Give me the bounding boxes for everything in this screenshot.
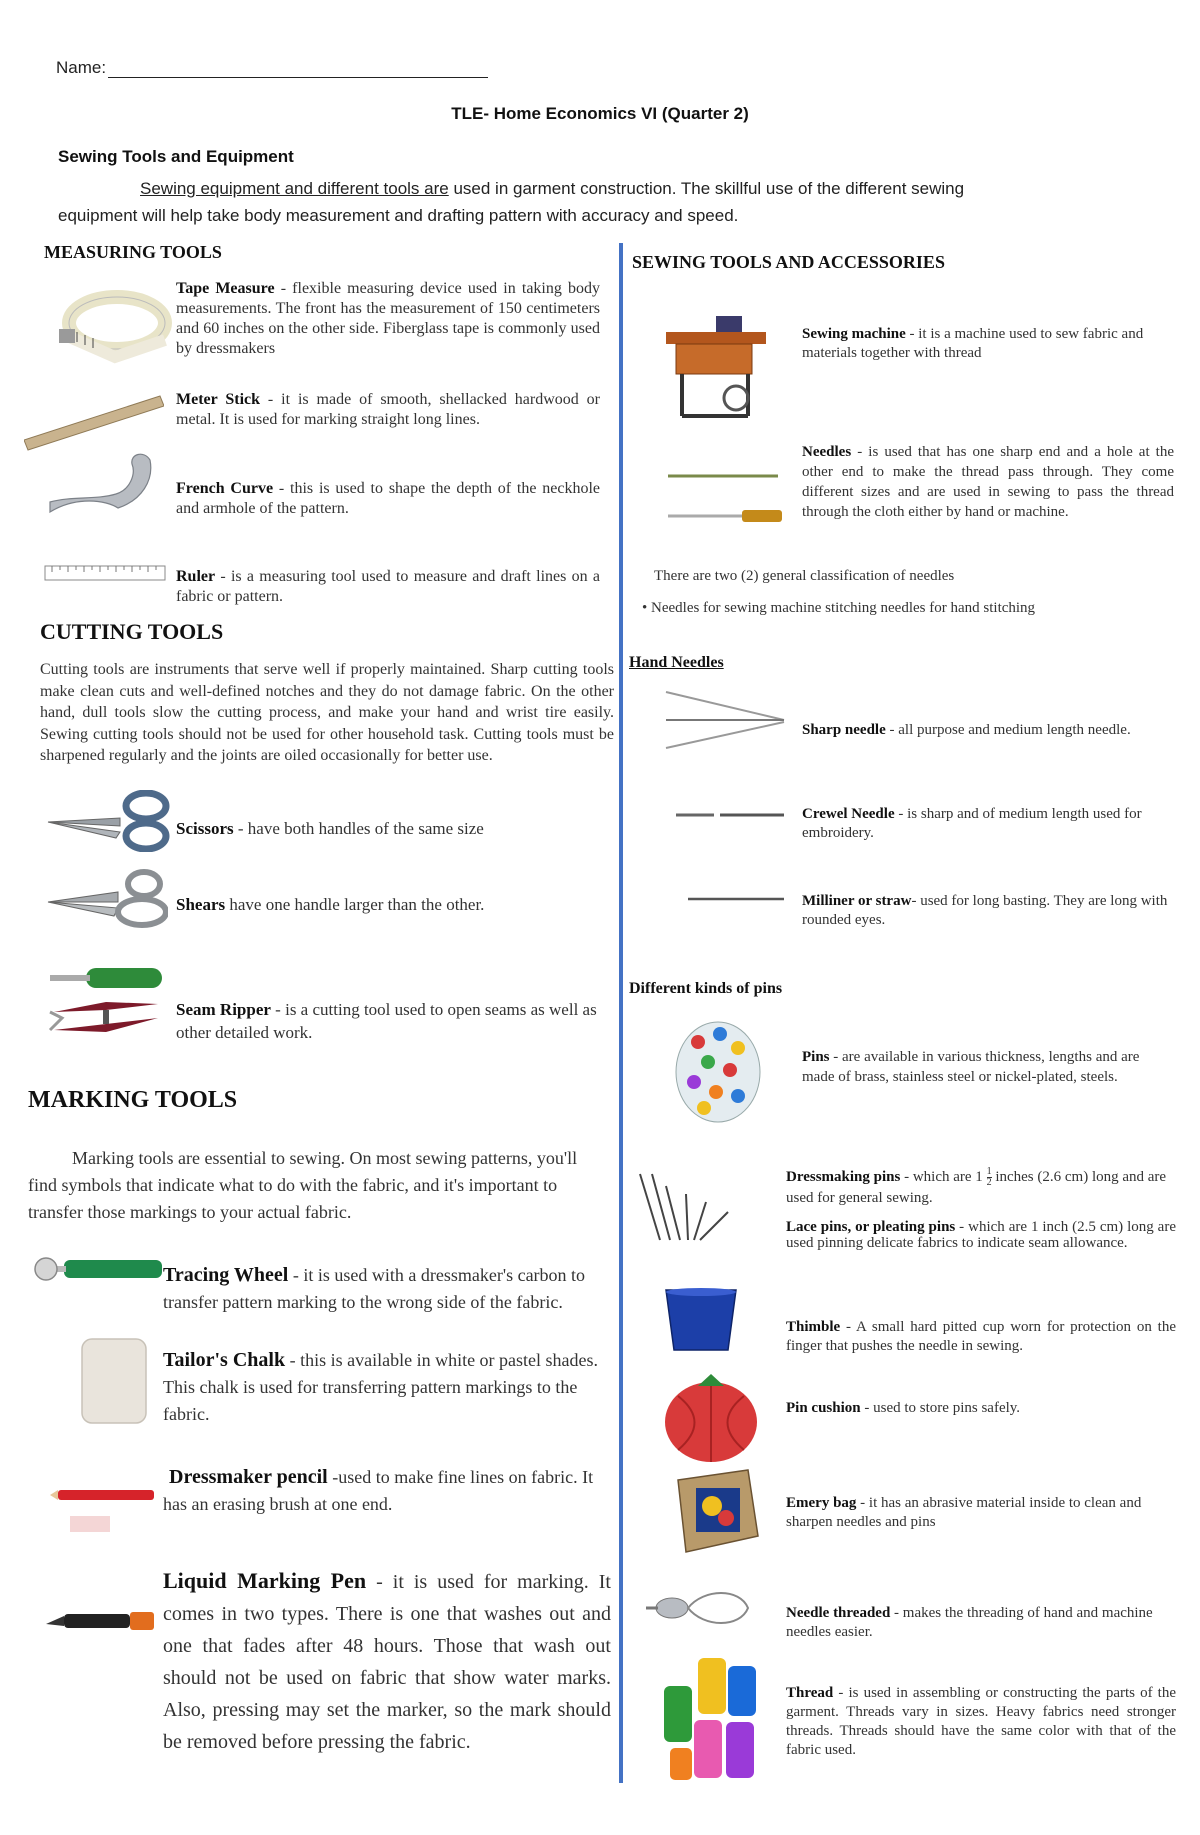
meter-stick-desc: it is made of smooth, shellacked hardwood or metal. It is used for marking straight long lines.: [176, 391, 600, 428]
french-curve-desc: this is used to shape the depth of the neckhole and armhole of the pattern.: [176, 480, 601, 517]
seam-ripper-image: [46, 966, 166, 1066]
marking-intro: Marking tools are essential to sewing. On most sewing patterns, you'll find symbols that indicate what to do with the fabric, and it's important to transfer those markings to your actual fabric.: [28, 1148, 578, 1222]
needle-threaded-entry: [786, 1604, 1176, 1642]
name-field: [56, 58, 488, 78]
pin-cushion-image: [658, 1366, 764, 1466]
hand-needles-heading: Hand Needles: [629, 654, 724, 671]
dressmaker-pencil-sep: -: [327, 1467, 339, 1487]
ruler-name: Ruler: [176, 568, 216, 585]
french-curve-sep: -: [273, 480, 291, 497]
seam-ripper-name: Seam Ripper: [176, 1000, 271, 1019]
thimble-name: Thimble: [786, 1319, 841, 1335]
milliner-needle-name: Milliner or straw: [802, 893, 912, 909]
shears-image: [46, 868, 168, 928]
tape-measure-name: Tape Measure: [176, 280, 275, 297]
fraction-denominator: 2: [986, 1177, 992, 1189]
tracing-wheel-sep: -: [288, 1265, 304, 1285]
sharp-needle-entry: [802, 720, 1131, 740]
lace-pins-desc: - which are 1 inch (2.5 cm) long are used pinning delicate fabrics to indicate seam allowance.: [786, 1219, 1176, 1251]
intro-paragraph: [58, 175, 1148, 229]
dressmaking-pins-image: [636, 1166, 742, 1246]
page-title: TLE- Home Economics VI (Quarter 2): [451, 104, 749, 123]
dressmaker-pencil-image: [50, 1486, 160, 1534]
french-curve-name: French Curve: [176, 480, 274, 497]
needles-desc: is used that has one sharp end and a hole at the other end to make the thread pass through. They come different sizes and are used in sewing to pass the thread through the cloth either by hand or machine.: [802, 444, 1175, 520]
tracing-wheel-entry: [163, 1262, 600, 1316]
thimble-entry: [786, 1318, 1176, 1356]
tape-measure-image: [55, 285, 173, 365]
liquid-marking-pen-image: [44, 1604, 156, 1644]
milliner-needle-sep: -: [911, 893, 921, 909]
cutting-heading: CUTTING TOOLS: [40, 619, 224, 644]
needles-image: [666, 464, 784, 528]
meter-stick-entry: [176, 390, 600, 430]
tailors-chalk-entry: [163, 1347, 600, 1428]
tracing-wheel-name: Tracing Wheel: [163, 1264, 289, 1286]
thread-sep: -: [833, 1685, 849, 1701]
dressmaking-pins-entry: [786, 1167, 1176, 1208]
needle-threader-image: [644, 1580, 756, 1636]
thread-name: Thread: [786, 1685, 834, 1701]
needle-threaded-desc: makes the threading of hand and machine needles easier.: [786, 1605, 1153, 1640]
emery-bag-desc: it has an abrasive material inside to clean and sharpen needles and pins: [786, 1495, 1142, 1530]
tailors-chalk-image: [78, 1335, 150, 1427]
scissors-entry: [176, 818, 484, 840]
sewing-machine-name: Sewing machine: [802, 326, 906, 342]
sharp-needle-desc: all purpose and medium length needle.: [898, 722, 1131, 738]
dressmaking-pins-desc-a: - which are 1: [900, 1169, 987, 1185]
liquid-marking-pen-name: Liquid Marking Pen: [163, 1568, 367, 1593]
needles-entry: [802, 442, 1174, 522]
dressmaking-pins-desc-b: inches (2.6 cm) long and are used for general sewing.: [786, 1169, 1167, 1207]
tailors-chalk-desc: this is available in white or pastel shades. This chalk is used for transferring pattern markings to the fabric.: [163, 1350, 599, 1424]
section-title: Sewing Tools and Equipment: [58, 147, 294, 166]
liquid-marking-pen-entry: [163, 1565, 611, 1758]
seam-ripper-desc: is a cutting tool used to open seams as well as other detailed work.: [176, 1000, 597, 1042]
measuring-heading: MEASURING TOOLS: [44, 242, 222, 262]
milliner-needle-desc: used for long basting. They are long with rounded eyes.: [802, 893, 1168, 928]
sewing-heading: SEWING TOOLS AND ACCESSORIES: [632, 252, 945, 272]
scissors-sep: -: [233, 819, 248, 838]
sewing-machine-entry: [802, 325, 1174, 363]
emery-bag-entry: [786, 1494, 1176, 1532]
tracing-wheel-image: [34, 1254, 164, 1286]
cutting-intro: Cutting tools are instruments that serve well if properly maintained. Sharp cutting tools make clean cuts and well-defined notches and they do not damage fabric. On the other hand, dull tools slow the cutting process, and make your hand and wrist tire easily. Sewing cutting tools should not be used for other household task. Cutting tools must be sharpened regularly and the joints are oiled occasionally for better use.: [40, 661, 614, 764]
needles-sep: -: [851, 444, 869, 460]
crewel-needle-sep: -: [894, 806, 908, 822]
seam-ripper-entry: [176, 998, 600, 1044]
pins-entry: [802, 1047, 1174, 1087]
ruler-sep: -: [215, 568, 231, 585]
milliner-needle-image: [686, 892, 786, 906]
tailors-chalk-name: Tailor's Chalk: [163, 1349, 286, 1371]
intro-line2: equipment will help take body measurement and drafting pattern with accuracy and speed.: [58, 206, 739, 225]
sharp-needle-sep: -: [885, 722, 899, 738]
thread-spools-image: [656, 1656, 766, 1784]
pin-cushion-desc: used to store pins safely.: [873, 1400, 1021, 1416]
tape-measure-sep: -: [274, 280, 293, 297]
liquid-marking-pen-desc: it is used for marking. It comes in two types. There is one that washes out and one that fades after 48 hours. Those that wash out should not be used on fabric that show water marks. Also, pressing may set the marker, so the mark should be removed before pressing the fabric.: [163, 1571, 611, 1753]
needle-threaded-sep: -: [890, 1605, 903, 1621]
pins-heading: Different kinds of pins: [629, 980, 783, 997]
meter-stick-sep: -: [260, 391, 282, 408]
ruler-image: [44, 563, 168, 585]
crewel-needle-image: [674, 808, 786, 822]
emery-bag-name: Emery bag: [786, 1495, 857, 1511]
scissors-image: [46, 790, 174, 852]
scissors-desc: have both handles of the same size: [247, 819, 484, 838]
pin-cushion-sep: -: [860, 1400, 874, 1416]
name-blank-line: [108, 59, 488, 78]
pin-cushion-entry: [786, 1398, 1020, 1418]
sewing-machine-desc: it is a machine used to sew fabric and materials together with thread: [802, 326, 1144, 361]
sewing-machine-image: [660, 312, 770, 424]
ruler-entry: [176, 567, 600, 607]
seam-ripper-sep: -: [270, 1000, 286, 1019]
liquid-marking-pen-sep: -: [366, 1571, 393, 1593]
crewel-needle-entry: [802, 805, 1174, 843]
emery-bag-image: [668, 1466, 764, 1556]
scissors-name: Scissors: [176, 819, 234, 838]
thread-entry: [786, 1684, 1176, 1760]
emery-bag-sep: -: [856, 1495, 869, 1511]
milliner-needle-entry: [802, 892, 1174, 930]
intro-underlined: Sewing equipment and different tools are: [140, 179, 449, 198]
needle-classification-bullet: • Needles for sewing machine stitching needles for hand stitching: [642, 600, 1036, 616]
crewel-needle-desc: is sharp and of medium length used for embroidery.: [802, 806, 1142, 841]
thimble-image: [660, 1286, 742, 1354]
thread-desc: is used in assembling or constructing the parts of the garment. Threads vary in sizes. Heavy fabrics need stronger threads. Threads should have the same color with that of the fabric used.: [786, 1685, 1177, 1758]
pins-name: Pins: [802, 1049, 830, 1065]
fraction-numerator: 1: [986, 1166, 992, 1178]
needles-name: Needles: [802, 444, 852, 460]
tracing-wheel-desc: it is used with a dressmaker's carbon to transfer pattern marking to the wrong side of the fabric.: [163, 1265, 586, 1312]
dressmaker-pencil-name: Dressmaker pencil: [169, 1466, 328, 1488]
pins-desc: are available in various thickness, lengths and are made of brass, stainless steel or nickel-plated, steels.: [802, 1049, 1140, 1085]
french-curve-image: [46, 450, 158, 530]
column-divider: [619, 243, 623, 1783]
meter-stick-image: [24, 392, 164, 452]
needle-threaded-name: Needle threaded: [786, 1605, 891, 1621]
meter-stick-name: Meter Stick: [176, 391, 261, 408]
lace-pins-entry: [786, 1219, 1176, 1251]
needle-classification: There are two (2) general classification of needles: [654, 568, 955, 584]
dressmaking-pins-name: Dressmaking pins: [786, 1169, 901, 1185]
intro-rest: used in garment construction. The skillful use of the different sewing: [448, 179, 965, 198]
shears-desc: have one handle larger than the other.: [229, 895, 485, 914]
shears-name: Shears: [176, 895, 226, 914]
thimble-sep: -: [840, 1319, 857, 1335]
pins-jar-image: [664, 1012, 772, 1128]
name-label: Name:: [56, 58, 107, 77]
sewing-machine-sep: -: [905, 326, 919, 342]
dressmaker-pencil-entry: [163, 1464, 600, 1518]
shears-entry: [176, 894, 484, 916]
sharp-needle-image: [664, 684, 788, 756]
lace-pins-name: Lace pins, or pleating pins: [786, 1219, 956, 1235]
pins-sep: -: [829, 1049, 843, 1065]
marking-heading: MARKING TOOLS: [28, 1087, 238, 1113]
crewel-needle-name: Crewel Needle: [802, 806, 895, 822]
thimble-desc: A small hard pitted cup worn for protection on the finger that pushes the needle in sewing.: [786, 1319, 1176, 1354]
pin-cushion-name: Pin cushion: [786, 1400, 861, 1416]
french-curve-entry: [176, 479, 600, 519]
sharp-needle-name: Sharp needle: [802, 722, 886, 738]
tailors-chalk-sep: -: [285, 1350, 301, 1370]
tape-measure-desc: flexible measuring device used in taking body measurements. The front has the measurement of 150 centimeters and 60 inches on the other side. Fiberglass tape is commonly used by dressmakers: [176, 280, 600, 357]
tape-measure-entry: [176, 279, 600, 359]
dressmaker-pencil-desc: used to make fine lines on fabric. It has an erasing brush at one end.: [163, 1467, 594, 1514]
ruler-desc: is a measuring tool used to measure and draft lines on a fabric or pattern.: [176, 568, 601, 605]
